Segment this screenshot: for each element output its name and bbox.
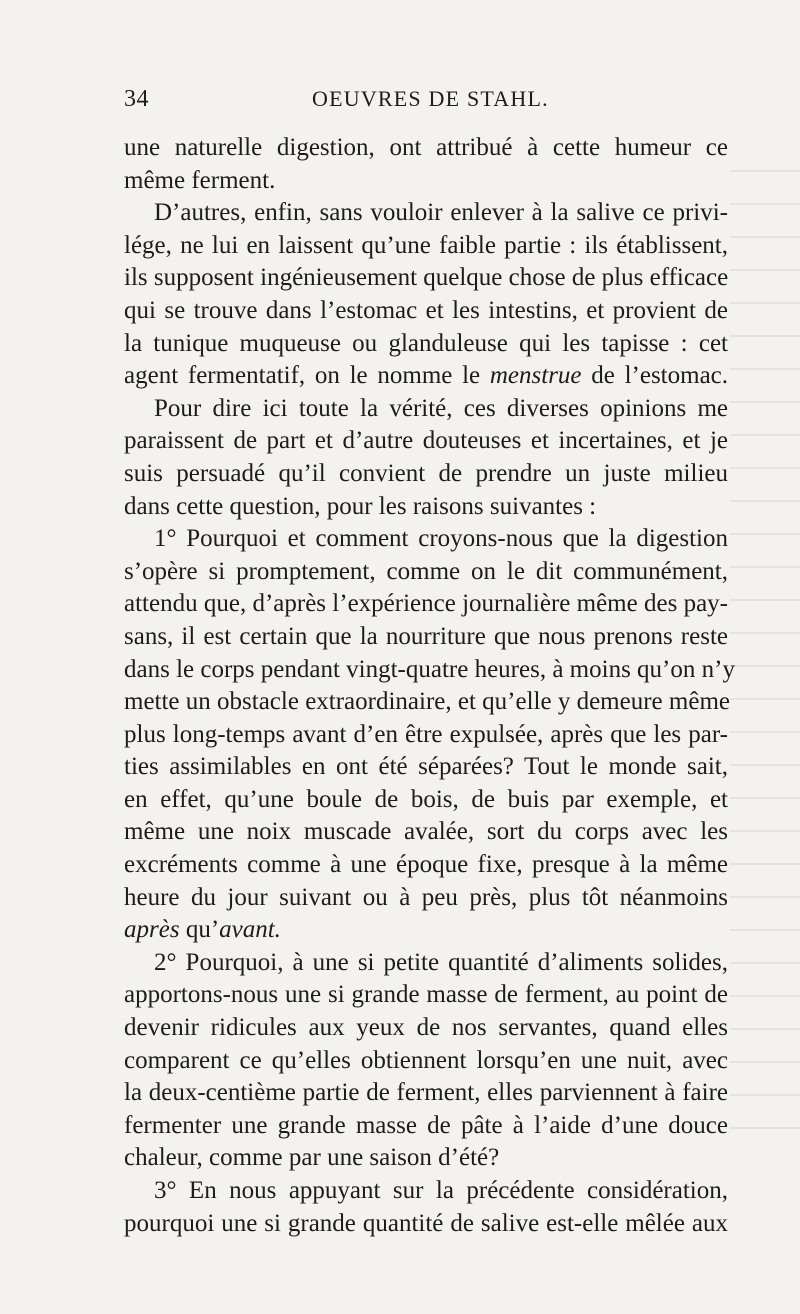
page-number: 34 (124, 86, 149, 112)
text-line: une naturelle digestion, ont attribué à cette humeur ce (124, 134, 728, 161)
show-through-texture (730, 150, 800, 1150)
italic-term: menstrue (489, 362, 582, 390)
text-line: comparent ce qu’elles obtiennent lorsqu’en une nuit, avec (124, 1046, 728, 1074)
text-line: plus long-temps avant d’en être expulsée, après que les par- (124, 720, 728, 748)
text-line: apportons-nous une si grande masse de ferment, au point de (124, 981, 728, 1009)
text-line: heure du jour suivant ou à peu près, plus tôt néanmoins (124, 883, 728, 911)
paragraph-start-line: D’autres, enfin, sans vouloir enlever à la salive ce privi- (154, 199, 728, 227)
text-line: dans cette question, pour les raisons suivantes : (124, 492, 597, 520)
text-line: dans le corps pendant vingt-quatre heures, à moins qu’on n’y (124, 655, 735, 683)
text-line-with-italic (124, 914, 728, 947)
text-line: la deux-centième partie de ferment, elles parviennent à faire (124, 1079, 728, 1107)
paragraph-start-line: 3° En nous appuyant sur la précédente considération, (154, 1177, 728, 1204)
body-text (124, 132, 735, 1240)
text-line: en effet, qu’une boule de bois, de buis par exemple, et (124, 785, 728, 813)
text-line: même une noix muscade avalée, sort du corps avec les (124, 818, 728, 846)
paragraph-start-line: 1° Pourquoi et comment croyons-nous que la digestion (154, 525, 728, 553)
text-line: ils supposent ingénieusement quelque chose de plus efficace (124, 264, 729, 292)
text-line: paraissent de part et d’autre douteuses et incertaines, et je (124, 427, 728, 455)
paragraph-start-line: 2° Pourquoi, à une si petite quantité d’aliments solides, (154, 948, 728, 976)
text-line: lége, ne lui en laissent qu’une faible partie : ils établissent, (124, 231, 728, 259)
text-line: ties assimilables en ont été séparées? Tout le monde sait, (124, 753, 728, 781)
text-segment: qu’ (185, 916, 220, 944)
italic-term: avant. (219, 916, 281, 944)
text-line: la tunique muqueuse ou glanduleuse qui les tapisse : cet (124, 329, 728, 357)
text-line: sans, il est certain que la nourriture que nous prenons reste (124, 622, 728, 650)
text-line: mette un obstacle extraordinaire, et qu’elle y demeure même (124, 688, 730, 716)
text-line: qui se trouve dans l’estomac et les intestins, et provient de (124, 296, 728, 324)
text-line: suis persuadé qu’il convient de prendre un juste milieu (124, 459, 728, 487)
text-line-with-italic (124, 360, 728, 393)
text-line: même ferment. (124, 166, 276, 194)
text-segment: de l’estomac. (591, 362, 729, 390)
text-line: fermenter une grande masse de pâte à l’aide d’une douce (124, 1111, 728, 1139)
text-line: pourquoi une si grande quantité de salive est-elle mêlée aux (124, 1209, 728, 1237)
page-header (124, 86, 720, 126)
text-segment: agent fermentatif, on le nomme le (124, 362, 481, 390)
text-line: chaleur, comme par une saison d’été? (124, 1144, 500, 1172)
italic-term: après (124, 916, 180, 944)
running-title: OEUVRES DE STAHL. (312, 86, 549, 111)
text-line: excréments comme à une époque fixe, presque à la même (124, 851, 728, 879)
text-line: devenir ridicules aux yeux de nos servantes, quand elles (124, 1014, 728, 1042)
text-line: s’opère si promptement, comme on le dit communément, (124, 557, 728, 585)
paragraph-start-line: Pour dire ici toute la vérité, ces diverses opinions me (154, 394, 728, 422)
text-line: attendu que, d’après l’expérience journalière même des pay- (124, 590, 728, 618)
